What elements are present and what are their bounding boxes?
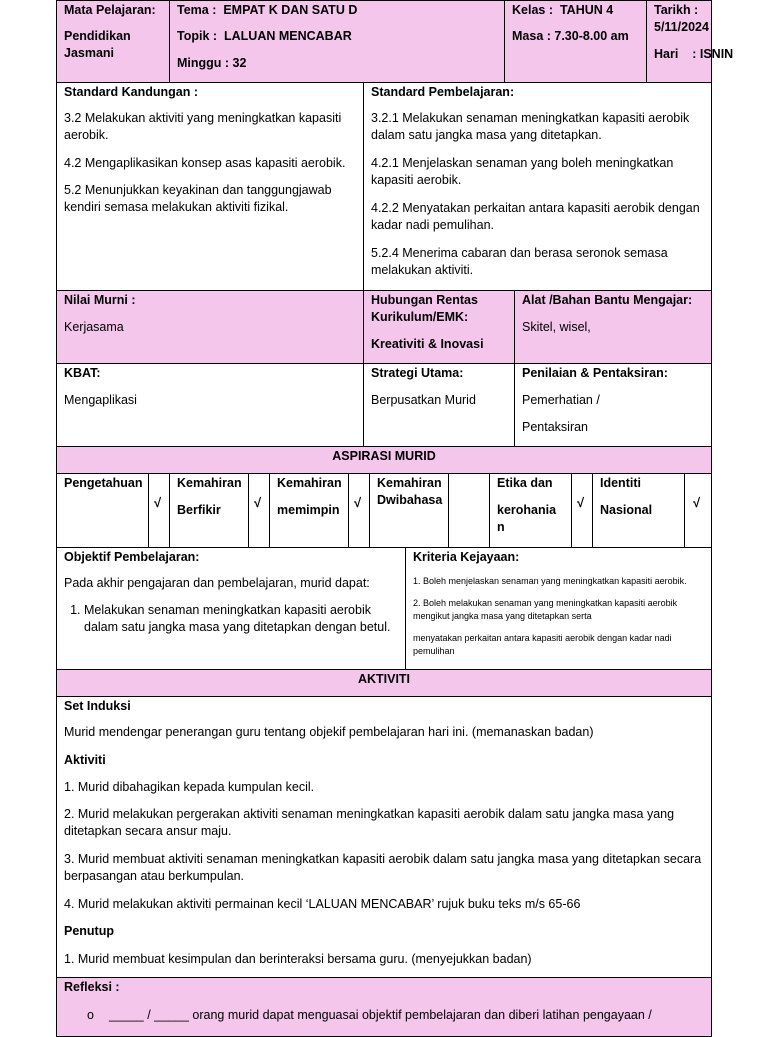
- aspiration-title-row: [56, 446, 712, 474]
- standard-learning-item: 5.2.4 Menerima cabaran dan berasa seronok semasa melakukan aktiviti.: [371, 246, 668, 277]
- check-mark-icon: √: [354, 495, 362, 510]
- bilingual-label: Kemahiran: [377, 476, 442, 490]
- materials-value: Skitel, wisel,: [522, 320, 591, 334]
- kbat-value: Mengaplikasi: [64, 393, 137, 407]
- strategy-cell: [363, 363, 515, 447]
- check-mark-icon: √: [693, 495, 701, 510]
- standard-content-label: Standard Kandungan :: [64, 85, 199, 99]
- aspiration-title: ASPIRASI MURID: [332, 449, 436, 463]
- standard-learning-item: 4.2.1 Menjelaskan senaman yang boleh meningkatkan kapasiti aerobik.: [371, 156, 674, 187]
- leadership-label: memimpin: [277, 503, 340, 517]
- crosscurriculum-label: Hubungan Rentas Kurikulum/EMK:: [371, 293, 478, 324]
- objectives-row: [56, 547, 712, 670]
- activity-title-row: [56, 669, 712, 697]
- date-cell: [646, 0, 734, 83]
- subject-label: Mata Pelajaran:: [64, 3, 156, 17]
- activity-row: [56, 696, 712, 978]
- subject-value: Pendidikan Jasmani: [64, 29, 131, 60]
- crosscurriculum-value: Kreativiti & Inovasi: [371, 337, 484, 351]
- class-cell: [504, 0, 647, 83]
- check-mark-icon: √: [577, 495, 585, 510]
- knowledge-tick-cell: [148, 473, 170, 548]
- activity-step: 2. Murid melakukan pergerakan aktiviti senaman meningkatkan kapasiti aerobik dalam satu jangka masa yang ditetapkan secara ansur maju.: [64, 807, 675, 838]
- aspiration-row: [56, 473, 712, 548]
- activity-step: 4. Murid melakukan aktiviti permainan kecil ‘LALUAN MENCABAR’ rujuk buku teks m/s 65-66: [64, 897, 581, 911]
- objectives-cell: [56, 547, 406, 670]
- date-label: Tarikh :: [654, 3, 699, 17]
- subject-cell: [56, 0, 170, 83]
- standard-content-item: 5.2 Menunjukkan keyakinan dan tanggungjawab kendiri semasa melakukan aktiviti fizikal.: [64, 183, 332, 214]
- thinking-label: Kemahiran: [177, 476, 242, 490]
- activity-cell: [56, 696, 712, 978]
- bilingual-cell: [369, 473, 449, 548]
- identity-cell: [592, 473, 685, 548]
- standard-content-cell: [56, 82, 364, 291]
- thinking-label: Berfikir: [177, 503, 221, 517]
- set-induction-label: Set Induksi: [64, 699, 131, 713]
- kbat-label: KBAT:: [64, 366, 101, 380]
- check-mark-icon: √: [154, 495, 162, 510]
- thinking-cell: [169, 473, 249, 548]
- reflection-cell: [56, 977, 712, 1037]
- standard-learning-cell: [363, 82, 712, 291]
- ethics-tick-cell: [571, 473, 593, 548]
- standard-content-item: 3.2 Melakukan aktiviti yang meningkatkan kapasiti aerobik.: [64, 111, 342, 142]
- date-value: 5/11/2024: [654, 20, 709, 34]
- standard-learning-item: 3.2.1 Melakukan senaman meningkatkan kapasiti aerobik dalam satu jangka masa yang ditetapkan.: [371, 111, 690, 142]
- values-cell: [56, 290, 364, 364]
- ethics-label: Etika dan: [497, 476, 553, 490]
- aspiration-title-cell: [56, 446, 712, 474]
- standards-row: [56, 82, 712, 291]
- ethics-label: kerohania: [497, 503, 557, 517]
- knowledge-cell: [56, 473, 149, 548]
- kbat-cell: [56, 363, 364, 447]
- activity-step: 3. Murid membuat aktiviti senaman meningkatkan kapasiti aerobik dalam satu jangka masa yang ditetapkan secara berpasangan atau berkumpulan.: [64, 852, 702, 883]
- strategy-label: Strategi Utama:: [371, 366, 464, 380]
- theme-line: Tema : EMPAT K DAN SATU D: [177, 3, 358, 17]
- bilingual-tick-cell: [448, 473, 490, 548]
- header-row: [56, 0, 734, 83]
- standard-content-item: 4.2 Mengaplikasikan konsep asas kapasiti aerobik.: [64, 156, 346, 170]
- week-line: Minggu : 32: [177, 56, 247, 70]
- class-line: Kelas : TAHUN 4: [512, 3, 614, 17]
- objectives-intro: Pada akhir pengajaran dan pembelajaran, murid dapat:: [64, 576, 370, 590]
- leadership-tick-cell: [348, 473, 370, 548]
- strategy-value: Berpusatkan Murid: [371, 393, 476, 407]
- leadership-cell: [269, 473, 349, 548]
- identity-tick-cell: [684, 473, 712, 548]
- ethics-label: n: [497, 520, 505, 534]
- leadership-label: Kemahiran: [277, 476, 342, 490]
- topic-line: Topik : LALUAN MENCABAR: [177, 29, 352, 43]
- check-mark-icon: √: [254, 495, 262, 510]
- values-row: [56, 290, 712, 364]
- lesson-plan: [56, 0, 734, 1024]
- standard-learning-label: Standard Pembelajaran:: [371, 85, 515, 99]
- activity-title: AKTIVITI: [357, 672, 411, 686]
- standard-learning-item: 4.2.2 Menyatakan perkaitan antara kapasiti aerobik dengan kadar nadi pemulihan.: [371, 201, 700, 232]
- reflection-row: [56, 977, 712, 1037]
- activity-title-cell: [56, 669, 712, 697]
- day-line: Hari : ISNIN: [654, 47, 734, 61]
- bullet-icon: o: [87, 1008, 94, 1022]
- identity-label: Identiti: [600, 476, 641, 490]
- materials-label: Alat /Bahan Bantu Mengajar:: [522, 293, 693, 307]
- theme-cell: [169, 0, 505, 83]
- assessment-value: Pentaksiran: [522, 420, 589, 434]
- time-line: Masa : 7.30-8.00 am: [512, 29, 629, 43]
- objectives-label: Objektif Pembelajaran:: [64, 550, 200, 564]
- assessment-label: Penilaian & Pentaksiran:: [522, 366, 668, 380]
- set-induction-text: Murid mendengar penerangan guru tentang objekif pembelajaran hari ini. (memanaskan badan): [64, 725, 594, 739]
- criteria-label: Kriteria Kejayaan:: [413, 550, 520, 564]
- kbat-row: [56, 363, 712, 447]
- activity-label: Aktiviti: [64, 753, 106, 767]
- reflection-line: _____ / _____ orang murid dapat menguasai objektif pembelajaran dan diberi latihan pengayaan /: [109, 1008, 652, 1022]
- objective-item: 1. Melakukan senaman meningkatkan kapasiti aerobik dalam satu jangka masa yang ditetapkan dengan betul.: [84, 602, 391, 636]
- knowledge-label: Pengetahuan: [64, 476, 143, 490]
- criteria-item: menyatakan perkaitan antara kapasiti aerobik dengan kadar nadi pemulihan: [413, 633, 672, 656]
- ethics-cell: [489, 473, 572, 548]
- materials-cell: [514, 290, 712, 364]
- activity-step: 1. Murid dibahagikan kepada kumpulan kecil.: [64, 780, 315, 794]
- identity-label: Nasional: [600, 503, 653, 517]
- criteria-item: 2. Boleh melakukan senaman yang meningkatkan kapasiti aerobik mengikut jangka masa yang ditetapkan serta: [413, 598, 678, 621]
- closing-label: Penutup: [64, 924, 114, 938]
- criteria-cell: [405, 547, 712, 670]
- bilingual-label: Dwibahasa: [377, 493, 443, 507]
- values-label: Nilai Murni :: [64, 293, 136, 307]
- assessment-cell: [514, 363, 712, 447]
- criteria-item: 1. Boleh menjelaskan senaman yang meningkatkan kapasiti aerobik.: [413, 576, 687, 586]
- objectives-list: [64, 602, 391, 636]
- thinking-tick-cell: [248, 473, 270, 548]
- assessment-value: Pemerhatian /: [522, 393, 600, 407]
- crosscurriculum-cell: [363, 290, 515, 364]
- closing-text: 1. Murid membuat kesimpulan dan berinteraksi bersama guru. (menyejukkan badan): [64, 952, 532, 966]
- reflection-label: Refleksi :: [64, 980, 120, 994]
- values-value: Kerjasama: [64, 320, 124, 334]
